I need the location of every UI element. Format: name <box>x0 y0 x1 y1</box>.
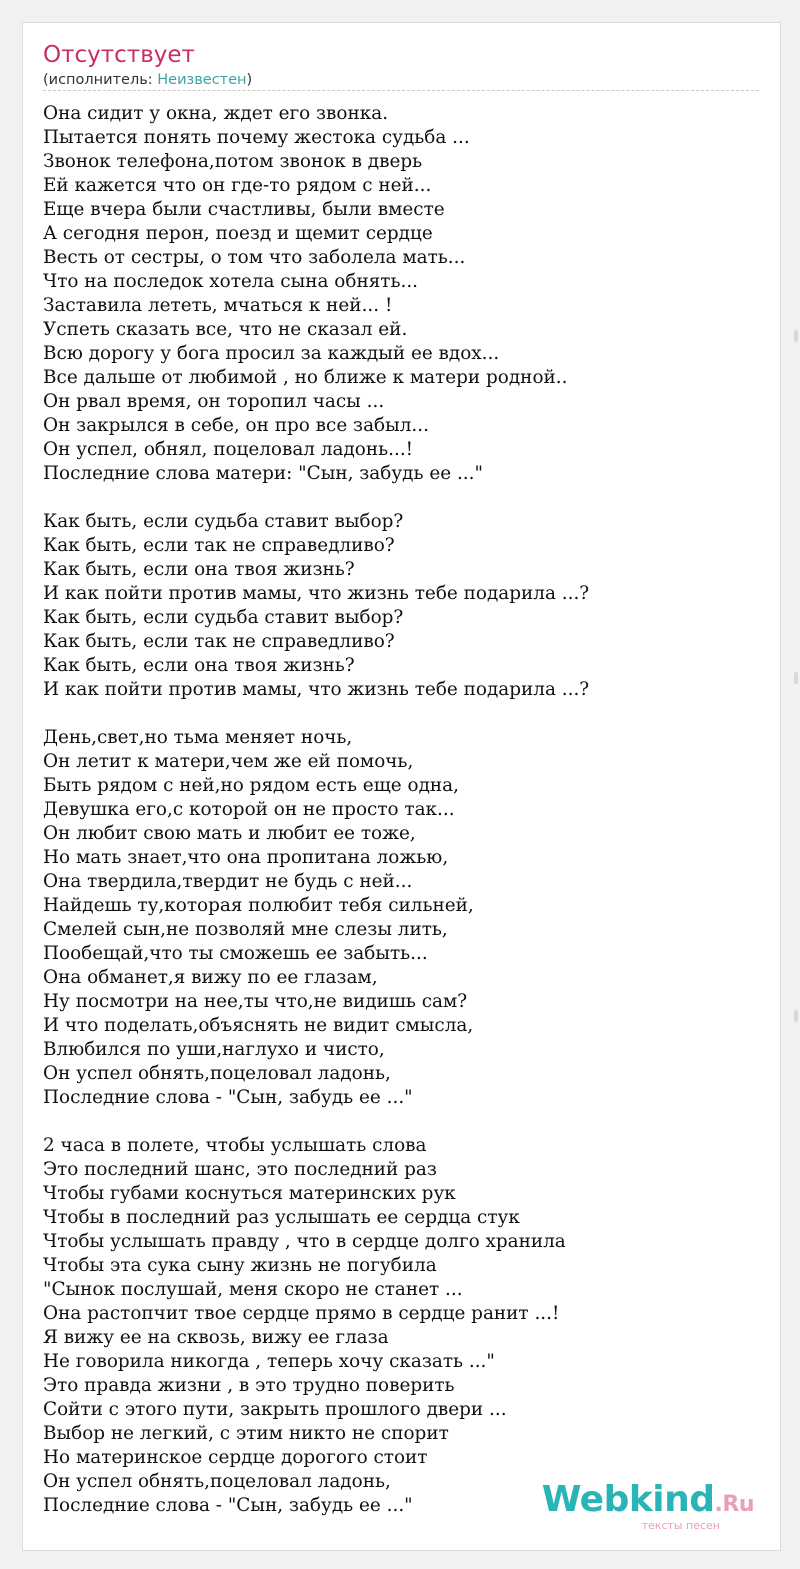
lyric-line: Еще вчера были счастливы, были вместе <box>43 199 445 220</box>
lyric-line: Но мать знает,что она пропитана ложью, <box>43 847 449 868</box>
lyric-line: И как пойти против мамы, что жизнь тебе подарила ...? <box>43 583 590 604</box>
lyrics-stanza <box>43 102 758 486</box>
edge-mark <box>794 1010 798 1022</box>
lyric-line: Сойти с этого пути, закрыть прошлого двери ... <box>43 1399 507 1420</box>
lyric-line: Ей кажется что он где-то рядом с ней... <box>43 175 432 196</box>
lyric-line: Он успел обнять,поцеловал ладонь, <box>43 1063 391 1084</box>
artist-prefix: (исполнитель: <box>43 72 158 88</box>
lyric-line: Чтобы губами коснуться материнских рук <box>43 1183 456 1204</box>
lyric-line: Пытается понять почему жестока судьба ... <box>43 127 470 148</box>
lyric-line: Как быть, если она твоя жизнь? <box>43 655 355 676</box>
lyric-line: Последние слова - "Сын, забудь ее ..." <box>43 1087 413 1108</box>
lyric-line: Что на последок хотела сына обнять... <box>43 271 419 292</box>
lyric-line: Смелей сын,не позволяй мне слезы лить, <box>43 919 448 940</box>
lyric-line: Всю дорогу у бога просил за каждый ее вдох... <box>43 343 500 364</box>
watermark-brand <box>542 1481 754 1524</box>
lyric-line: Найдешь ту,которая полюбит тебя сильней, <box>43 895 474 916</box>
lyric-line: Она растопчит твое сердце прямо в сердце ранит ...! <box>43 1303 560 1324</box>
lyrics-stanza <box>43 510 758 702</box>
lyric-line: Как быть, если судьба ставит выбор? <box>43 511 404 532</box>
lyric-line: "Сынок послушай, меня скоро не станет ... <box>43 1279 463 1300</box>
lyric-line: Она сидит у окна, ждет его звонка. <box>43 103 389 124</box>
watermark-logo <box>542 1481 754 1532</box>
lyric-line: Но материнское сердце дорогого стоит <box>43 1447 428 1468</box>
lyric-line: Чтобы услышать правду , что в сердце долго хранила <box>43 1231 566 1252</box>
edge-mark <box>794 330 798 342</box>
lyric-line: Он успел обнять,поцеловал ладонь, <box>43 1471 391 1492</box>
lyric-line: Влюбился по уши,наглухо и чисто, <box>43 1039 385 1060</box>
edge-mark <box>794 672 798 684</box>
lyric-line: И что поделать,объяснять не видит смысла, <box>43 1015 474 1036</box>
lyric-line: Не говорила никогда , теперь хочу сказать ..." <box>43 1351 495 1372</box>
lyric-line: Все дальше от любимой , но ближе к матери родной.. <box>43 367 568 388</box>
lyric-line: Как быть, если она твоя жизнь? <box>43 559 355 580</box>
watermark-brand-text: Webkind <box>541 1479 715 1520</box>
lyric-line: Как быть, если судьба ставит выбор? <box>43 607 404 628</box>
lyric-line: Он успел, обнял, поцеловал ладонь...! <box>43 439 414 460</box>
lyric-line: Девушка его,с которой он не просто так... <box>43 799 455 820</box>
lyric-line: Я вижу ее на сквозь, вижу ее глаза <box>43 1327 389 1348</box>
lyric-line: Она твердила,твердит не будь с ней... <box>43 871 413 892</box>
lyric-line: Как быть, если так не справедливо? <box>43 631 395 652</box>
lyrics-card <box>22 22 781 1551</box>
lyric-line: Ну посмотри на нее,ты что,не видишь сам? <box>43 991 468 1012</box>
watermark-tld: .Ru <box>714 1492 754 1517</box>
artist-suffix: ) <box>246 72 253 88</box>
lyric-line: Последние слова - "Сын, забудь ее ..." <box>43 1495 413 1516</box>
lyric-line: Успеть сказать все, что не сказал ей. <box>43 319 408 340</box>
lyric-line: Быть рядом с ней,но рядом есть еще одна, <box>43 775 459 796</box>
lyrics-stanza <box>43 1134 758 1518</box>
song-title: Отсутствует <box>43 42 195 68</box>
lyrics-stanza <box>43 726 758 1110</box>
watermark-tagline: тексты песен <box>641 1519 720 1532</box>
lyric-line: Последние слова матери: "Сын, забудь ее ..." <box>43 463 483 484</box>
lyric-line: И как пойти против мамы, что жизнь тебе подарила ...? <box>43 679 590 700</box>
artist-line <box>43 71 252 89</box>
lyric-line: 2 часа в полете, чтобы услышать слова <box>43 1135 427 1156</box>
lyric-line: Он рвал время, он торопил часы ... <box>43 391 385 412</box>
lyric-line: Чтобы в последний раз услышать ее сердца стук <box>43 1207 520 1228</box>
lyrics-body <box>43 102 758 1542</box>
lyric-line: Он закрылся в себе, он про все забыл... <box>43 415 429 436</box>
lyric-line: Весть от сестры, о том что заболела мать... <box>43 247 466 268</box>
lyric-line: Звонок телефона,потом звонок в дверь <box>43 151 423 172</box>
lyric-line: Это последний шанс, это последний раз <box>43 1159 437 1180</box>
lyric-line: Пообещай,что ты сможешь ее забыть... <box>43 943 428 964</box>
lyric-line: Это правда жизни , в это трудно поверить <box>43 1375 455 1396</box>
lyric-line: Он любит свою мать и любит ее тоже, <box>43 823 416 844</box>
lyric-line: Выбор не легкий, с этим никто не спорит <box>43 1423 449 1444</box>
lyric-line: Он летит к матери,чем же ей помочь, <box>43 751 414 772</box>
lyric-line: Как быть, если так не справедливо? <box>43 535 395 556</box>
lyric-line: Чтобы эта сука сыну жизнь не погубила <box>43 1255 437 1276</box>
lyric-line: А сегодня перон, поезд и щемит сердце <box>43 223 433 244</box>
lyric-line: Заставила лететь, мчаться к ней... ! <box>43 295 393 316</box>
divider <box>43 90 759 91</box>
lyric-line: День,свет,но тьма меняет ночь, <box>43 727 353 748</box>
artist-link[interactable]: Неизвестен <box>157 72 247 88</box>
lyric-line: Она обманет,я вижу по ее глазам, <box>43 967 378 988</box>
